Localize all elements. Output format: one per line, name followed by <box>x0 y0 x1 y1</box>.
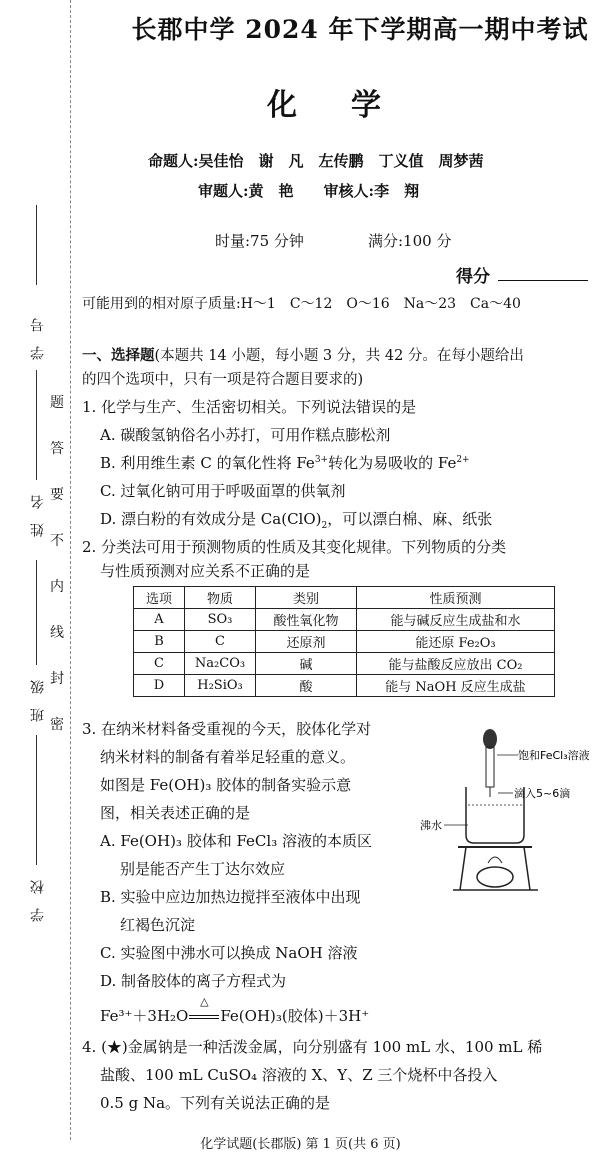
page-footer: 化学试题(长郡版) 第 1 页(共 6 页) <box>200 1137 401 1152</box>
table-header: 性质预测 <box>357 587 555 609</box>
fig-label-drops: 滴入5~6滴 <box>514 787 571 800</box>
q4-line-2: 盐酸、100 mL CuSO₄ 溶液的 X、Y、Z 三个烧杯中各投入 <box>100 1066 498 1084</box>
q3-option-a-2: 别是能否产生丁达尔效应 <box>120 860 286 878</box>
q3-equation <box>100 995 370 1026</box>
table-row <box>134 653 555 675</box>
table-cell: 酸 <box>256 675 357 697</box>
q1-option-d <box>100 508 492 531</box>
eq-condition: △ <box>200 995 209 1008</box>
q2-stem-2: 与性质预测对应关系不正确的是 <box>100 562 311 580</box>
q1-b-sup1: 3+ <box>314 455 329 465</box>
fig-label-solution: 饱和FeCl₃溶液 <box>518 749 590 762</box>
table-header: 选项 <box>134 587 185 609</box>
section-heading-rest: (本题共 14 小题，每小题 3 分，共 42 分。在每小题给出 <box>154 348 524 364</box>
table-cell: SO₃ <box>185 609 256 631</box>
table-cell: 碱 <box>256 653 357 675</box>
binding-dashed-line <box>70 0 71 1140</box>
q2-table <box>133 586 555 697</box>
q1-d-post: ，可以漂白棉、麻、纸张 <box>327 510 493 528</box>
q3-line-3: 如图是 Fe(OH)₃ 胶体的制备实验示意 <box>100 776 352 794</box>
eq-left: Fe³⁺＋3H₂O <box>100 1007 189 1025</box>
q1-b-pre: B. 利用维生素 C 的氧化性将 Fe <box>100 454 315 472</box>
flame-icon <box>488 857 502 863</box>
seal-char: 要 <box>50 487 64 503</box>
table-header-row <box>134 587 555 609</box>
dropper-bulb-icon <box>483 729 497 749</box>
q3-line-4: 图，相关表述正确的是 <box>100 804 251 822</box>
table-row <box>134 675 555 697</box>
atomic-masses: 可能用到的相对原子质量:H～1 C～12 O～16 Na～23 Ca～40 <box>82 296 521 312</box>
q1-stem: 1. 化学与生产、生活密切相关。下列说法错误的是 <box>82 398 417 416</box>
q4-line-3: 0.5 g Na。下列有关说法正确的是 <box>100 1094 331 1112</box>
table-cell: D <box>134 675 185 697</box>
subject-title: 化 学 <box>267 88 393 123</box>
q3-option-b-1: B. 实验中应边加热边搅拌至液体中出现 <box>100 888 361 906</box>
table-cell: 能与 NaOH 反应生成盐 <box>357 675 555 697</box>
q4-line-1: 4. (★)金属钠是一种活泼金属，向分别盛有 100 mL 水、100 mL 稀 <box>82 1038 543 1056</box>
seal-char: 封 <box>50 671 64 687</box>
q3-option-d: D. 制备胶体的离子方程式为 <box>100 972 287 990</box>
seal-char: 密 <box>50 717 64 733</box>
seal-char: 不 <box>50 533 64 549</box>
dropper-tube-icon <box>486 747 494 787</box>
name-blank <box>36 560 37 665</box>
table-row <box>134 631 555 653</box>
eq-right: Fe(OH)₃(胶体)＋3H⁺ <box>220 1007 370 1025</box>
q1-b-mid: 转化为易吸收的 Fe <box>328 454 457 472</box>
table-cell: C <box>185 631 256 653</box>
section-heading-2: 的四个选项中，只有一项是符合题目要求的) <box>82 372 364 388</box>
student-id-blank <box>36 205 37 285</box>
seal-char: 内 <box>50 579 64 595</box>
student-id-label: 学 号 <box>30 318 46 360</box>
table-cell: Na₂CO₃ <box>185 653 256 675</box>
time-info: 时量:75 分钟 <box>215 232 304 250</box>
table-cell: A <box>134 609 185 631</box>
seal-char: 答 <box>50 441 64 457</box>
q1-option-b <box>100 452 470 473</box>
authors-line: 命题人:吴佳怡 谢 凡 左传鹏 丁义值 周梦茜 <box>148 152 484 170</box>
class-label: 班 级 <box>30 680 46 722</box>
q3-line-2: 纳米材料的制备有着举足轻重的意义。 <box>100 748 356 766</box>
exam-title: 长郡中学 2024 年下学期高一期中考试 <box>131 15 589 44</box>
table-cell: B <box>134 631 185 653</box>
section-heading: 一、选择题(本题共 14 小题，每小题 3 分，共 42 分。在每小题给出 <box>82 347 524 364</box>
table-header: 类别 <box>256 587 357 609</box>
q3-option-c: C. 实验图中沸水可以换成 NaOH 溶液 <box>100 944 358 962</box>
reviewers-line: 审题人:黄 艳 审核人:李 翔 <box>198 182 420 200</box>
table-cell: 酸性氧化物 <box>256 609 357 631</box>
name-label: 姓 名 <box>30 495 46 537</box>
table-cell: 能还原 Fe₂O₃ <box>357 631 555 653</box>
score-label: 得分 <box>456 267 490 287</box>
table-cell: 能与盐酸反应放出 CO₂ <box>357 653 555 675</box>
q1-d-sub: 2 <box>321 521 328 531</box>
q3-option-a-1: A. Fe(OH)₃ 胶体和 FeCl₃ 溶液的本质区 <box>100 832 372 850</box>
table-cell: 还原剂 <box>256 631 357 653</box>
seal-char: 题 <box>50 395 64 411</box>
school-label: 学 校 <box>30 880 46 922</box>
full-score-info: 满分:100 分 <box>368 232 452 250</box>
table-cell: C <box>134 653 185 675</box>
q1-option-a: A. 碳酸氢钠俗名小苏打，可用作糕点膨松剂 <box>100 426 391 444</box>
table-header: 物质 <box>185 587 256 609</box>
q3-line-1: 3. 在纳米材料备受重视的今天，胶体化学对 <box>82 720 372 738</box>
table-cell: H₂SiO₃ <box>185 675 256 697</box>
colloid-apparatus-figure <box>418 725 596 903</box>
eq-arrow <box>188 995 220 1025</box>
class-blank <box>36 735 37 865</box>
q1-d-pre: D. 漂白粉的有效成分是 Ca(ClO) <box>100 510 322 528</box>
score-blank[interactable] <box>498 280 588 281</box>
q1-b-sup2: 2+ <box>456 455 470 465</box>
q2-stem: 2. 分类法可用于预测物质的性质及其变化规律。下列物质的分类 <box>82 538 507 556</box>
q3-option-b-2: 红褐色沉淀 <box>120 916 196 934</box>
table-cell: 能与碱反应生成盐和水 <box>357 609 555 631</box>
table-row <box>134 609 555 631</box>
q1-option-c: C. 过氧化钠可用于呼吸面罩的供氧剂 <box>100 482 346 500</box>
seal-char: 线 <box>50 625 64 641</box>
name-blank-top <box>36 370 37 480</box>
alcohol-lamp-icon <box>477 867 513 887</box>
fig-label-water: 沸水 <box>420 819 442 832</box>
